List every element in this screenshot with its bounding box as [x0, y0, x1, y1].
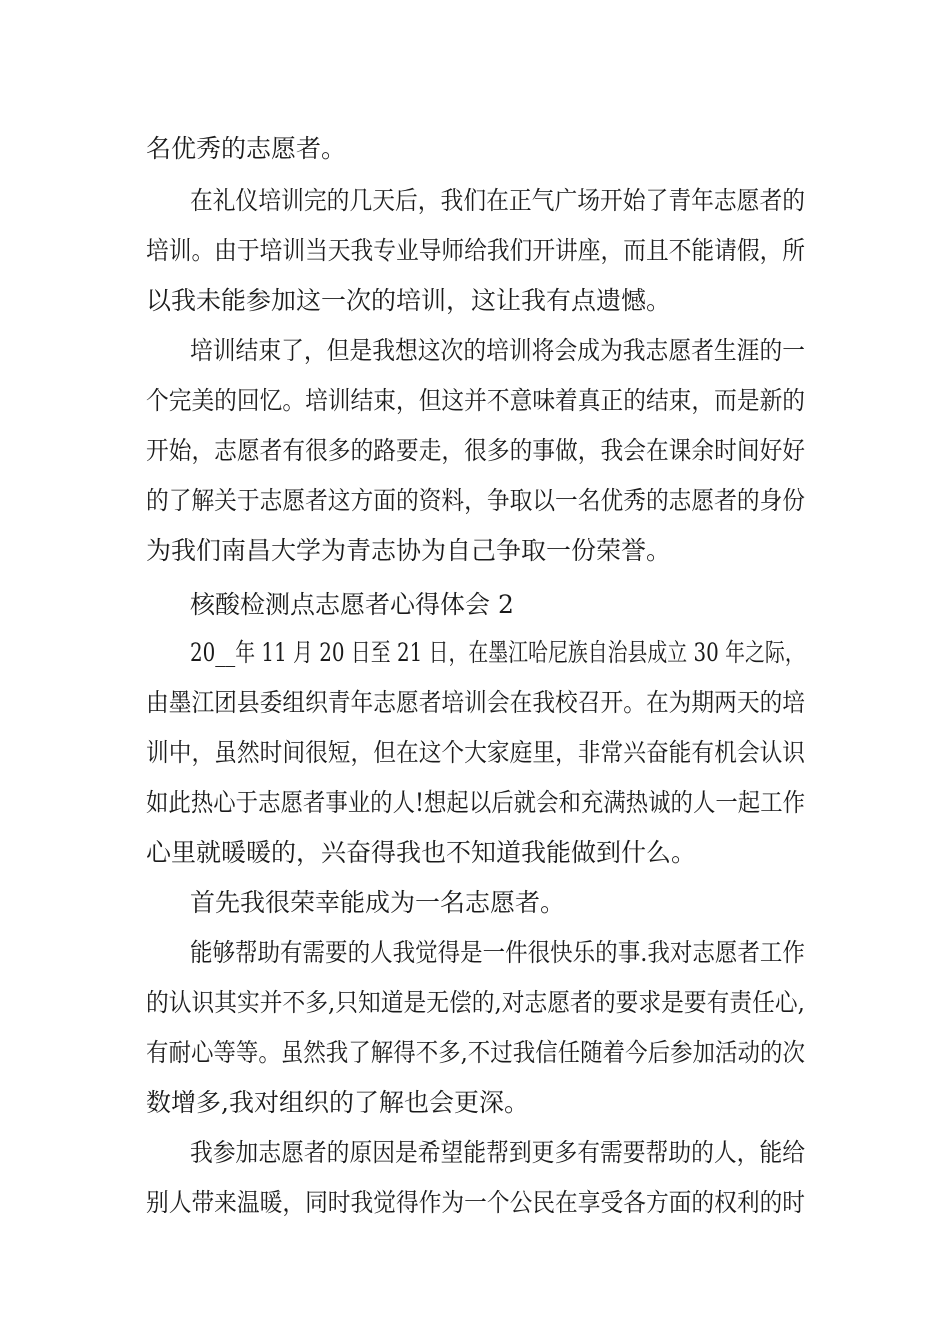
text-line: 以我未能参加这一次的培训，这让我有点遗憾。: [146, 286, 672, 315]
text-line: 培训结束了，但是我想这次的培训将会成为我志愿者生涯的一: [190, 336, 806, 365]
text-line: 的了解关于志愿者这方面的资料，争取以一名优秀的志愿者的身份: [146, 486, 806, 515]
text-line: 首先我很荣幸能成为一名志愿者。: [190, 888, 566, 917]
text-line: 名优秀的志愿者。: [146, 134, 347, 163]
text-line: 我参加志愿者的原因是希望能帮到更多有需要帮助的人，能给: [190, 1138, 806, 1167]
text-line: 的认识其实并不多,只知道是无偿的,对志愿者的要求是要有责任心,: [146, 988, 805, 1017]
text-line: 能够帮助有需要的人我觉得是一件很快乐的事.我对志愿者工作: [190, 938, 805, 967]
text-line: 在礼仪培训完的几天后，我们在正气广场开始了青年志愿者的: [190, 186, 806, 215]
text-line: 20__年 11 月 20 日至 21 日，在墨江哈尼族自治县成立 30 年之际，: [190, 638, 805, 667]
text-line: 个完美的回忆。培训结束，但这并不意味着真正的结束，而是新的: [146, 386, 806, 415]
text-line: 数增多,我对组织的了解也会更深。: [146, 1088, 529, 1117]
text-line: 如此热心于志愿者事业的人!想起以后就会和充满热诚的人一起工作: [146, 788, 806, 817]
text-line: 为我们南昌大学为青志协为自己争取一份荣誉。: [146, 536, 672, 565]
text-line: 训中，虽然时间很短，但在这个大家庭里，非常兴奋能有机会认识: [146, 738, 806, 767]
text-line: 由墨江团县委组织青年志愿者培训会在我校召开。在为期两天的培: [146, 688, 806, 717]
text-line: 开始，志愿者有很多的路要走，很多的事做，我会在课余时间好好: [146, 436, 806, 465]
section-heading: 核酸检测点志愿者心得体会 2: [190, 590, 514, 619]
text-line: 培训。由于培训当天我专业导师给我们开讲座，而且不能请假，所: [146, 236, 806, 265]
text-line: 心里就暖暖的，兴奋得我也不知道我能做到什么。: [146, 838, 697, 867]
text-line: 别人带来温暖，同时我觉得作为一个公民在享受各方面的权利的时: [146, 1188, 806, 1217]
text-line: 有耐心等等。虽然我了解得不多,不过我信任随着今后参加活动的次: [146, 1038, 805, 1067]
